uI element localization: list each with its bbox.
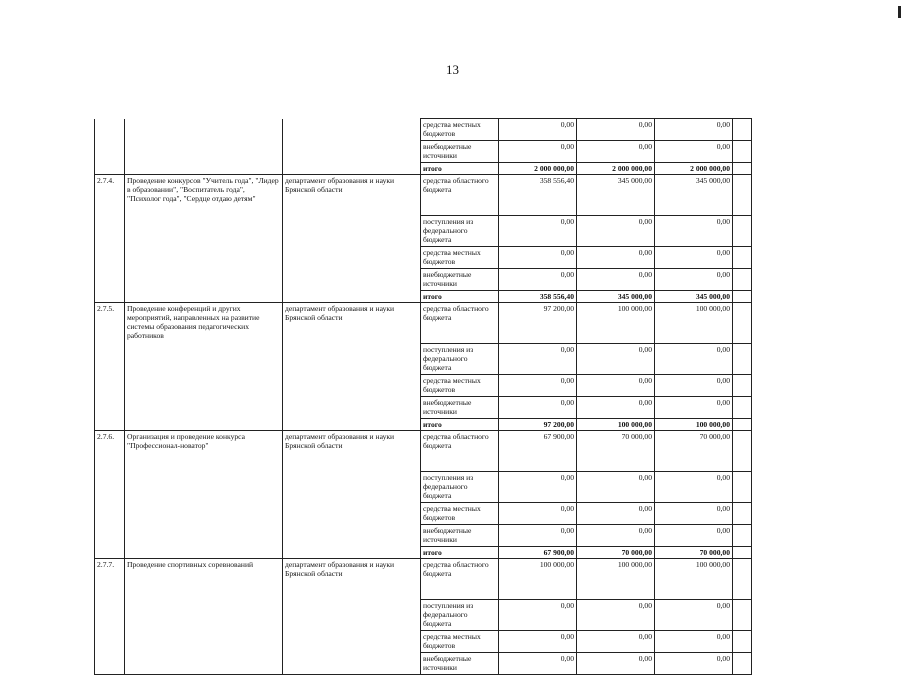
empty-cell [733, 344, 752, 375]
amount-cell: 67 900,00 [499, 547, 577, 559]
amount-cell: 0,00 [655, 503, 733, 525]
funding-source-cell: поступления из федерального бюджета [421, 344, 499, 375]
executor-cell: департамент образования и науки Брянской области [283, 175, 421, 303]
item-name-cell: Проведение конференций и других мероприятий, направленных на развитие системы образования педагогических работников [125, 303, 283, 431]
empty-cell [733, 600, 752, 631]
empty-cell [733, 269, 752, 291]
empty-cell [733, 631, 752, 653]
empty-cell [733, 141, 752, 163]
empty-cell [733, 525, 752, 547]
table-row [95, 119, 752, 141]
empty-cell [733, 503, 752, 525]
item-number-cell: 2.7.7. [95, 559, 125, 675]
funding-source-cell: средства местных бюджетов [421, 247, 499, 269]
funding-source-cell: итого [421, 291, 499, 303]
empty-cell [733, 303, 752, 344]
amount-cell: 100 000,00 [577, 419, 655, 431]
funding-source-cell: внебюджетные источники [421, 397, 499, 419]
amount-cell: 0,00 [577, 344, 655, 375]
amount-cell: 70 000,00 [655, 431, 733, 472]
item-number-cell: 2.7.5. [95, 303, 125, 431]
empty-cell [733, 175, 752, 216]
amount-cell: 70 000,00 [577, 431, 655, 472]
executor-cell: департамент образования и науки Брянской области [283, 559, 421, 675]
funding-source-cell: внебюджетные источники [421, 653, 499, 675]
amount-cell: 0,00 [655, 397, 733, 419]
amount-cell: 100 000,00 [655, 303, 733, 344]
amount-cell: 2 000 000,00 [655, 163, 733, 175]
amount-cell: 0,00 [577, 503, 655, 525]
amount-cell: 0,00 [499, 472, 577, 503]
empty-cell [733, 431, 752, 472]
item-name-cell: Проведение конкурсов "Учитель года", "Лидер в образовании", "Воспитатель года", "Психолог года", "Сердце отдаю детям" [125, 175, 283, 303]
amount-cell: 0,00 [499, 375, 577, 397]
amount-cell: 0,00 [655, 653, 733, 675]
funding-source-cell: средства местных бюджетов [421, 375, 499, 397]
amount-cell: 0,00 [577, 600, 655, 631]
funding-source-cell: итого [421, 547, 499, 559]
amount-cell: 0,00 [655, 525, 733, 547]
empty-cell [733, 547, 752, 559]
amount-cell: 0,00 [499, 525, 577, 547]
amount-cell: 0,00 [499, 344, 577, 375]
amount-cell: 2 000 000,00 [499, 163, 577, 175]
funding-source-cell: средства областного бюджета [421, 431, 499, 472]
amount-cell: 0,00 [499, 141, 577, 163]
funding-source-cell: внебюджетные источники [421, 269, 499, 291]
amount-cell: 0,00 [499, 653, 577, 675]
amount-cell: 0,00 [499, 397, 577, 419]
amount-cell: 0,00 [655, 631, 733, 653]
item-number-cell: 2.7.6. [95, 431, 125, 559]
empty-cell [733, 472, 752, 503]
amount-cell: 0,00 [655, 141, 733, 163]
executor-cell: департамент образования и науки Брянской области [283, 431, 421, 559]
amount-cell: 0,00 [499, 631, 577, 653]
funding-source-cell: поступления из федерального бюджета [421, 472, 499, 503]
amount-cell: 358 556,40 [499, 175, 577, 216]
empty-cell [733, 216, 752, 247]
funding-source-cell: средства областного бюджета [421, 303, 499, 344]
amount-cell: 70 000,00 [577, 547, 655, 559]
amount-cell: 0,00 [655, 247, 733, 269]
amount-cell: 0,00 [655, 269, 733, 291]
amount-cell: 0,00 [577, 375, 655, 397]
item-number-cell: 2.7.4. [95, 175, 125, 303]
empty-cell [733, 419, 752, 431]
amount-cell: 70 000,00 [655, 547, 733, 559]
amount-cell: 100 000,00 [577, 559, 655, 600]
table-row [95, 175, 752, 216]
amount-cell: 0,00 [577, 269, 655, 291]
funding-source-cell: итого [421, 163, 499, 175]
item-number-cell [95, 119, 125, 175]
item-name-cell [125, 119, 283, 175]
funding-source-cell: внебюджетные источники [421, 141, 499, 163]
amount-cell: 345 000,00 [655, 291, 733, 303]
amount-cell: 0,00 [499, 119, 577, 141]
amount-cell: 0,00 [577, 397, 655, 419]
amount-cell: 0,00 [499, 600, 577, 631]
item-name-cell: Проведение спортивных соревнований [125, 559, 283, 675]
amount-cell: 2 000 000,00 [577, 163, 655, 175]
table-row [95, 303, 752, 344]
funding-source-cell: итого [421, 419, 499, 431]
amount-cell: 100 000,00 [499, 559, 577, 600]
amount-cell: 97 200,00 [499, 303, 577, 344]
funding-source-cell: поступления из федерального бюджета [421, 600, 499, 631]
table-row [95, 431, 752, 472]
amount-cell: 0,00 [499, 247, 577, 269]
amount-cell: 345 000,00 [577, 175, 655, 216]
amount-cell: 0,00 [577, 119, 655, 141]
amount-cell: 100 000,00 [655, 559, 733, 600]
empty-cell [733, 653, 752, 675]
amount-cell: 0,00 [577, 653, 655, 675]
amount-cell: 358 556,40 [499, 291, 577, 303]
amount-cell: 0,00 [577, 247, 655, 269]
amount-cell: 0,00 [499, 269, 577, 291]
funding-source-cell: средства областного бюджета [421, 175, 499, 216]
amount-cell: 0,00 [655, 600, 733, 631]
amount-cell: 0,00 [499, 216, 577, 247]
empty-cell [733, 119, 752, 141]
amount-cell: 97 200,00 [499, 419, 577, 431]
executor-cell [283, 119, 421, 175]
funding-source-cell: средства местных бюджетов [421, 631, 499, 653]
amount-cell: 0,00 [577, 216, 655, 247]
empty-cell [733, 291, 752, 303]
amount-cell: 0,00 [655, 216, 733, 247]
amount-cell: 100 000,00 [655, 419, 733, 431]
amount-cell: 0,00 [577, 631, 655, 653]
empty-cell [733, 397, 752, 419]
funding-source-cell: поступления из федерального бюджета [421, 216, 499, 247]
scan-edge-mark [898, 6, 901, 18]
amount-cell: 100 000,00 [577, 303, 655, 344]
funding-source-cell: средства местных бюджетов [421, 119, 499, 141]
amount-cell: 0,00 [577, 525, 655, 547]
amount-cell: 345 000,00 [655, 175, 733, 216]
empty-cell [733, 375, 752, 397]
executor-cell: департамент образования и науки Брянской области [283, 303, 421, 431]
budget-table [94, 118, 752, 675]
amount-cell: 0,00 [655, 375, 733, 397]
amount-cell: 345 000,00 [577, 291, 655, 303]
table-row [95, 559, 752, 600]
table-body [95, 119, 752, 675]
amount-cell: 0,00 [577, 472, 655, 503]
item-name-cell: Организация и проведение конкурса "Профессионал-новатор" [125, 431, 283, 559]
amount-cell: 67 900,00 [499, 431, 577, 472]
amount-cell: 0,00 [655, 119, 733, 141]
amount-cell: 0,00 [655, 344, 733, 375]
funding-source-cell: средства областного бюджета [421, 559, 499, 600]
funding-source-cell: внебюджетные источники [421, 525, 499, 547]
amount-cell: 0,00 [577, 141, 655, 163]
funding-source-cell: средства местных бюджетов [421, 503, 499, 525]
empty-cell [733, 559, 752, 600]
empty-cell [733, 163, 752, 175]
page-number: 13 [446, 62, 459, 77]
amount-cell: 0,00 [499, 503, 577, 525]
amount-cell: 0,00 [655, 472, 733, 503]
empty-cell [733, 247, 752, 269]
